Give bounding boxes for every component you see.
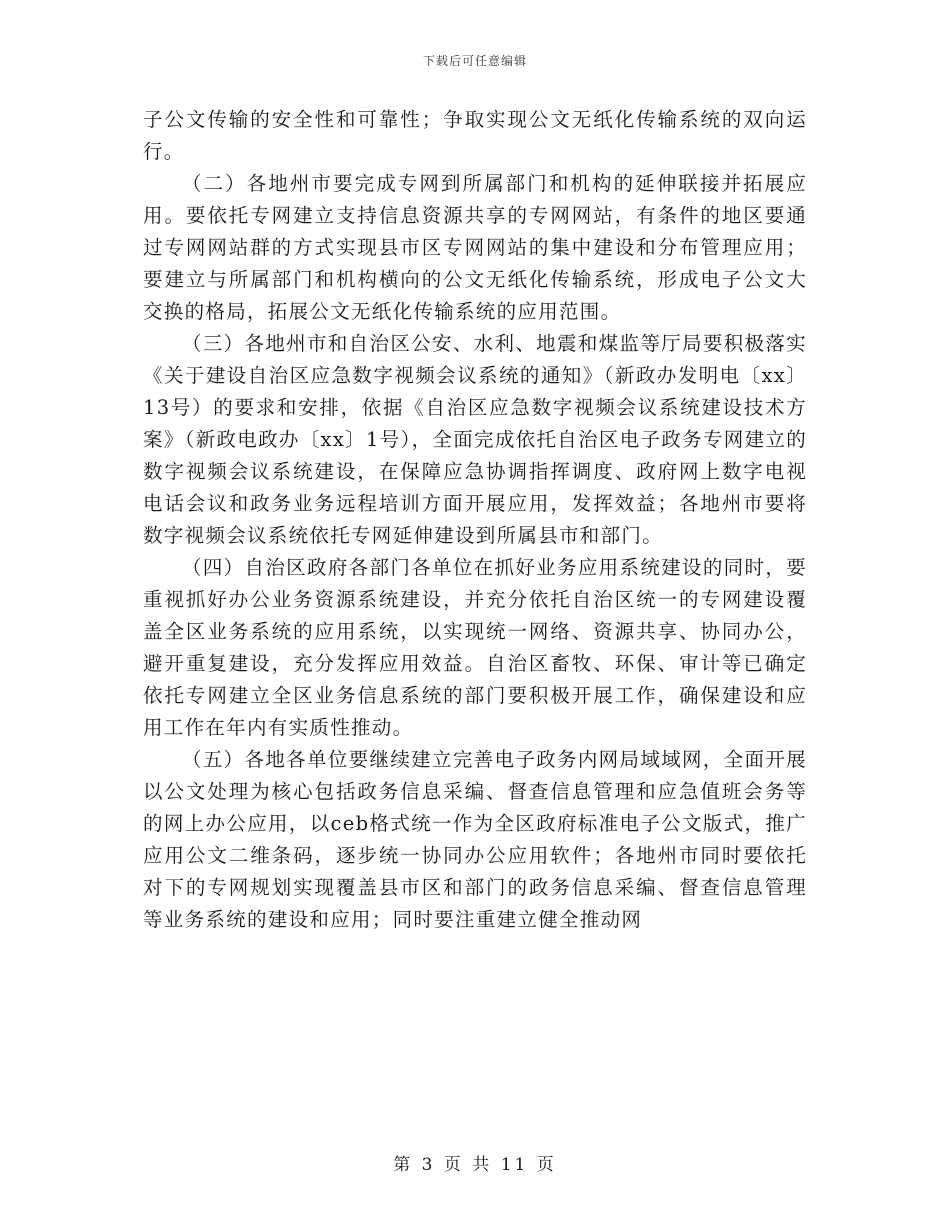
paragraph-continuation: 子公文传输的安全性和可靠性；争取实现公文无纸化传输系统的双向运行。 (143, 108, 807, 163)
paragraph-section-4: （四）自治区政府各部门各单位在抓好业务应用系统建设的同时，要重视抓好办公业务资源系统建设，并充分依托自治区统一的专网建设覆盖全区业务系统的应用系统，以实现统一网络、资源共享、协同办公，避开重复建设，充分发挥应用效益。自治区畜牧、环保、审计等已确定依托专网建立全区业务信息系统的部门要积极开展工作，确保建设和应用工作在年内有实质性推动。 (143, 556, 807, 739)
paragraph-section-2: （二）各地州市要完成专网到所属部门和机构的延伸联接并拓展应用。要依托专网建立支持信息资源共享的专网网站，有条件的地区要通过专网网站群的方式实现县市区专网网站的集中建设和分布管理应用；要建立与所属部门和机构横向的公文无纸化传输系统，形成电子公文大交换的格局，拓展公文无纸化传输系统的应用范围。 (143, 172, 807, 323)
page-header-note: 下载后可任意编辑 (422, 54, 527, 68)
page-number: 第 3 页 共 11 页 (393, 1155, 557, 1175)
paragraph-section-5: （五）各地各单位要继续建立完善电子政务内网局域域网，全面开展以公文处理为核心包括政务信息采编、督查信息管理和应急值班会务等的网上办公应用，以ceb格式统一作为全区政府标准电子公文版式，推广应用公文二维条码，逐步统一协同办公应用软件；各地州市同时要依托对下的专网规划实现覆盖县市区和部门的政务信息采编、督查信息管理等业务系统的建设和应用；同时要注重建立健全推动网 (143, 748, 807, 931)
document-body (143, 104, 807, 936)
paragraph-section-3: （三）各地州市和自治区公安、水利、地震和煤监等厅局要积极落实《关于建设自治区应急数字视频会议系统的通知》（新政办发明电〔xx〕13号）的要求和安排，依据《自治区应急数字视频会议系统建设技术方案》（新政电政办〔xx〕1号），全面完成依托自治区电子政务专网建立的数字视频会议系统建设，在保障应急协调指挥调度、政府网上数字电视电话会议和政务业务远程培训方面开展应用，发挥效益；各地州市要将数字视频会议系统依托专网延伸建设到所属县市和部门。 (143, 332, 807, 547)
